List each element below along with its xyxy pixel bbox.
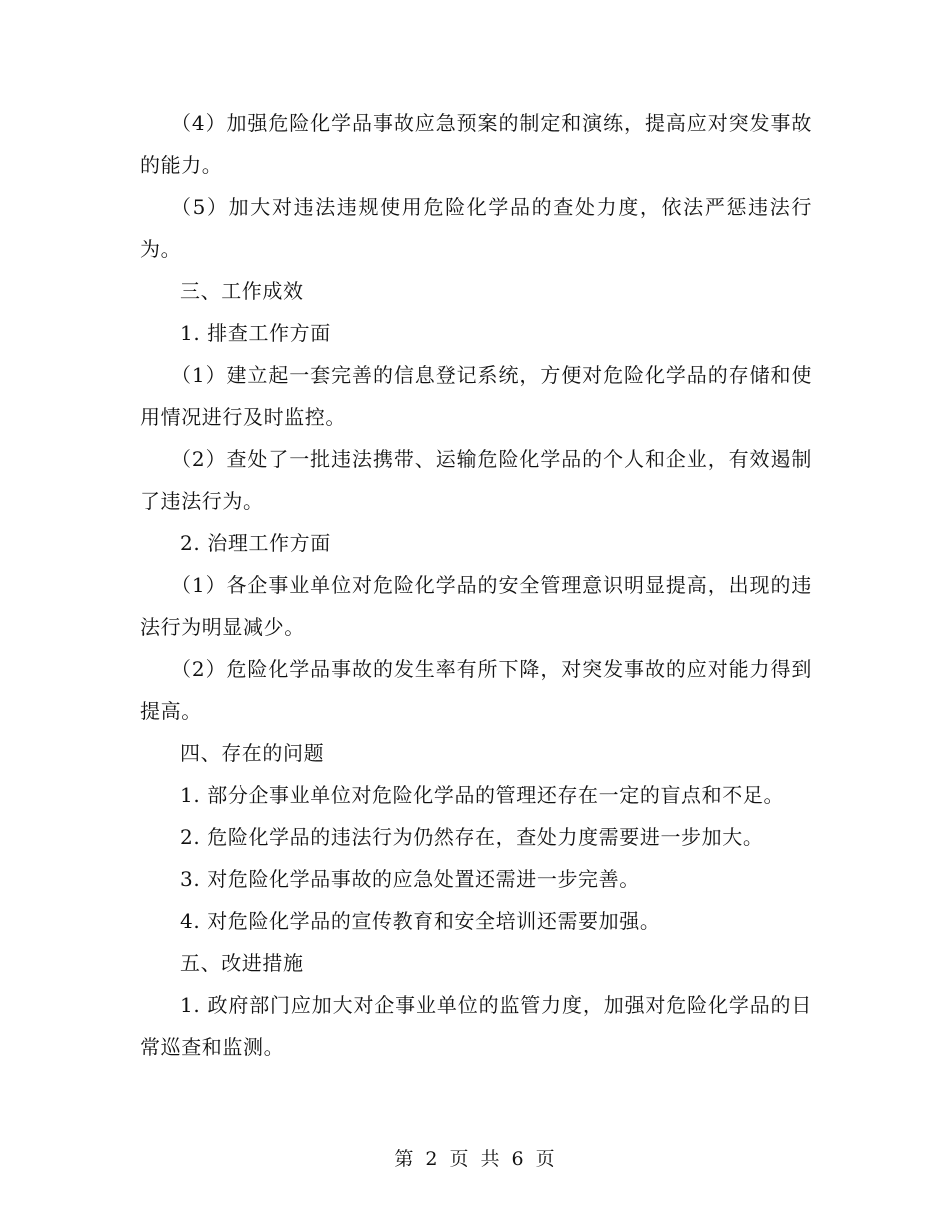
document-body [140, 102, 812, 1068]
paragraph-inspection-2: （2）查处了一批违法携带、运输危险化学品的个人和企业，有效遏制了违法行为。 [140, 447, 812, 513]
paragraph-problem-3: 3. 对危险化学品事故的应急处置还需进一步完善。 [180, 867, 640, 891]
paragraph-governance-2: （2）危险化学品事故的发生率有所下降，对突发事故的应对能力得到提高。 [140, 657, 812, 723]
paragraph-improvement-1: 1. 政府部门应加大对企事业单位的监管力度，加强对危险化学品的日常巡查和监测。 [140, 993, 812, 1059]
page-number-footer: 第 2 页 共 6 页 [394, 1148, 556, 1170]
subheading-governance: 2. 治理工作方面 [180, 531, 331, 555]
section-heading-problems: 四、存在的问题 [180, 741, 325, 765]
section-heading-improvements: 五、改进措施 [180, 951, 304, 975]
paragraph-problem-4: 4. 对危险化学品的宣传教育和安全培训还需要加强。 [180, 909, 661, 933]
paragraph-measure-5: （5）加大对违法违规使用危险化学品的查处力度，依法严惩违法行为。 [140, 195, 812, 261]
paragraph-problem-2: 2. 危险化学品的违法行为仍然存在，查处力度需要进一步加大。 [180, 825, 764, 849]
subheading-inspection: 1. 排查工作方面 [180, 321, 331, 345]
paragraph-inspection-1: （1）建立起一套完善的信息登记系统，方便对危险化学品的存储和使用情况进行及时监控。 [140, 363, 812, 429]
section-heading-results: 三、工作成效 [180, 279, 304, 303]
paragraph-measure-4: （4）加强危险化学品事故应急预案的制定和演练，提高应对突发事故的能力。 [140, 111, 812, 177]
paragraph-problem-1: 1. 部分企事业单位对危险化学品的管理还存在一定的盲点和不足。 [180, 783, 785, 807]
paragraph-governance-1: （1）各企事业单位对危险化学品的安全管理意识明显提高，出现的违法行为明显减少。 [140, 573, 812, 639]
